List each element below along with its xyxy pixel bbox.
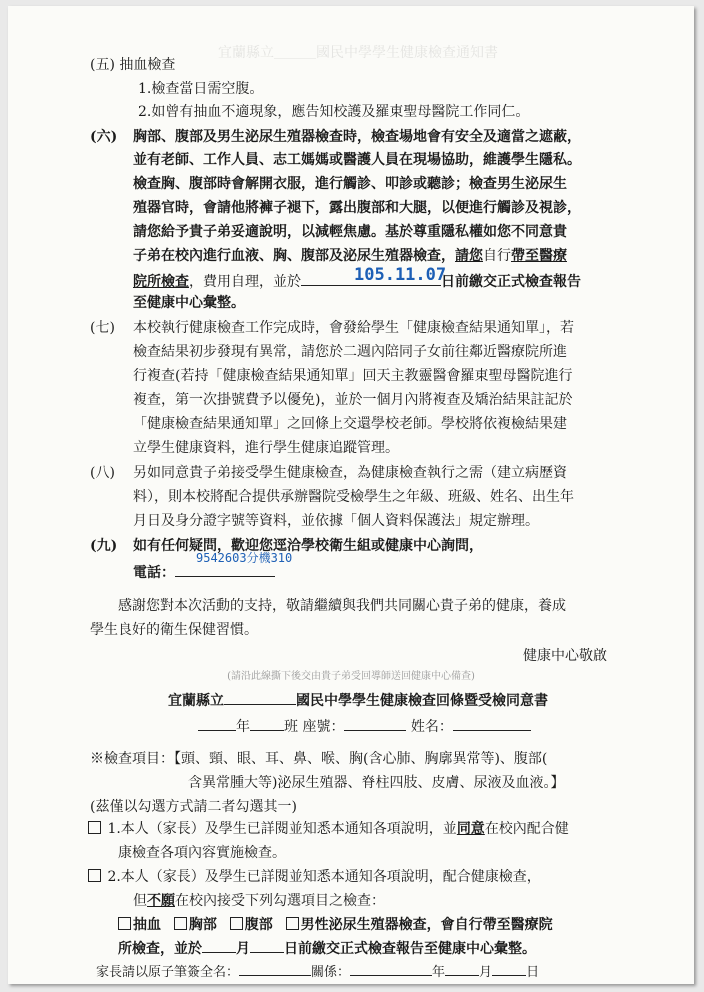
relation-blank[interactable]: [350, 961, 392, 976]
thanks-line-1: 感謝您對本次活動的支持，敬請繼續與我們共同關心貴子弟的健康，養成: [118, 598, 566, 614]
option-2-line-2: 但不願在校內接受下列勾選項目之檢查：: [133, 893, 385, 909]
option-1-line-2: 康檢查各項內容實施檢查。: [118, 845, 286, 861]
section-7-marker: (七): [90, 320, 115, 336]
sign-month-blank[interactable]: [445, 961, 479, 976]
thanks-line-2: 學生良好的衛生保健習慣。: [90, 622, 258, 638]
section-6-marker: (六): [90, 129, 118, 145]
section-7-line-4: 複查，第一次掛號費予以優免)，並於一個月內將複查及矯治結果註記於: [133, 392, 573, 408]
section-5-heading: (五) 抽血檢查: [90, 57, 176, 73]
show-through-title: 宜蘭縣立＿＿＿國民中學學生健康檢查通知書: [218, 45, 498, 61]
section-7-line-6: 立學生健康資料，進行學生健康追蹤管理。: [133, 440, 399, 456]
section-7-line-1: 本校執行健康檢查工作完成時，會發給學生「健康檢查結果通知單」，若: [133, 320, 574, 336]
check-instruction: (茲僅以勾選方式請二者勾選其一): [90, 799, 297, 815]
section-5-line-1: 1.檢查當日需空腹。: [138, 81, 264, 97]
option-1-checkbox[interactable]: [88, 821, 101, 834]
section-6-line-1: 胸部、腹部及男生泌尿生殖器檢查時，檢查場地會有安全及適當之遮蔽，: [133, 129, 581, 145]
deadline-day-blank[interactable]: [250, 938, 284, 953]
deadline-month-blank[interactable]: [202, 938, 236, 953]
section-8-marker: (八): [90, 465, 115, 481]
parent-signature-line: 家長請以原子筆簽全名： 關係： 年 月 日: [96, 961, 539, 982]
form-title: 宜蘭縣立 國民中學學生健康檢查回條暨受檢同意書: [168, 690, 548, 710]
document-page: [8, 6, 694, 984]
section-5-line-2: 2.如曾有抽血不適現象，應告知校護及羅東聖母醫院工作同仁。: [138, 104, 530, 120]
section-7-line-3: 行複查(若持「健康檢查結果通知單」回天主教靈醫會羅東聖母醫院進行: [133, 368, 573, 384]
tear-line: (請沿此線撕下後交由貴子弟受回導師送回健康中心備查): [8, 667, 694, 682]
option-2-checkbox[interactable]: [88, 869, 101, 882]
section-7-line-2: 檢查結果初步發現有異常，請您於二週內陪同子女前往鄰近醫療院所進: [133, 344, 567, 360]
sign-day-blank[interactable]: [492, 961, 526, 976]
section-6-line-7: 院所檢查，費用自理，並於 日前繳交正式檢查報告: [133, 271, 581, 291]
section-8-line-3: 月日及身分證字號等資料，並依據「個人資料保護法」規定辦理。: [133, 513, 539, 529]
abdomen-exam-checkbox[interactable]: [230, 917, 243, 930]
year-blank[interactable]: [198, 716, 236, 731]
student-info-row: 年 班 座號： 姓名：: [198, 716, 531, 736]
option-2-deadline: 所檢查，並於 月 日前繳交正式檢查報告至健康中心彙整。: [118, 938, 536, 958]
option-2: 2.本人（家長）及學生已詳閱並知悉本通知各項說明，配合健康檢查，: [88, 868, 541, 886]
section-6-line-3: 檢查胸、腹部時會解開衣服，進行觸診、叩診或聽診；檢查男生泌尿生: [133, 176, 567, 192]
section-7-line-5: 「健康檢查結果通知單」之回條上交還學校老師。學校將依複檢結果建: [133, 416, 567, 432]
seat-number-blank[interactable]: [344, 716, 406, 731]
section-6-line-4: 殖器官時，會請他將褲子褪下，露出腹部和大腿，以便進行觸診及視診，: [133, 200, 581, 216]
sign-year-blank[interactable]: [392, 961, 432, 976]
option-2-exam-checkboxes: 抽血 胸部 腹部 男性泌尿生殖器檢查，會自行帶至醫療院: [118, 916, 553, 934]
exam-items-line-1: ※檢查項目：【頭、頸、眼、耳、鼻、喉、胸(含心肺、胸廓異常等)、腹部(: [90, 751, 548, 767]
section-6-line-8: 至健康中心彙整。: [133, 295, 245, 311]
contact-phone: 電話：: [133, 562, 275, 582]
section-6-line-6: 子弟在校內進行血液、胸、腹部及泌尿生殖器檢查，請您自行帶至醫療: [133, 248, 567, 264]
section-6-line-5: 請您給予貴子弟妥適說明，以減輕焦慮。基於尊重隱私權如您不同意貴: [133, 224, 567, 240]
blood-test-checkbox[interactable]: [118, 917, 131, 930]
student-name-blank[interactable]: [453, 716, 531, 731]
deadline-date-stamp: 105.11.07: [354, 265, 447, 285]
class-blank[interactable]: [250, 716, 284, 731]
option-1: 1.本人（家長）及學生已詳閱並知悉本通知各項說明，並同意在校內配合健: [88, 820, 569, 838]
section-9-line-1: 如有任何疑問，歡迎您逕洽學校衛生組或健康中心詢問，: [133, 538, 483, 554]
section-6-line-2: 並有老師、工作人員、志工媽媽或醫護人員在現場協助，維護學生隱私。: [133, 152, 581, 168]
phone-number-stamp: 9542603分機310: [196, 551, 293, 565]
signature: 健康中心敬啟: [523, 648, 607, 664]
parent-name-blank[interactable]: [239, 961, 311, 976]
chest-exam-checkbox[interactable]: [174, 917, 187, 930]
section-8-line-2: 料），則本校將配合提供承辦醫院受檢學生之年級、班級、姓名、出生年: [133, 489, 574, 505]
exam-items-line-2: 含異常腫大等)泌尿生殖器、脊柱四肢、皮膚、尿液及血液。】: [188, 775, 565, 791]
section-8-line-1: 另如同意貴子弟接受學生健康檢查，為健康檢查執行之需（建立病歷資: [133, 465, 567, 481]
section-9-marker: (九): [90, 538, 118, 554]
male-urogenital-checkbox[interactable]: [286, 917, 299, 930]
